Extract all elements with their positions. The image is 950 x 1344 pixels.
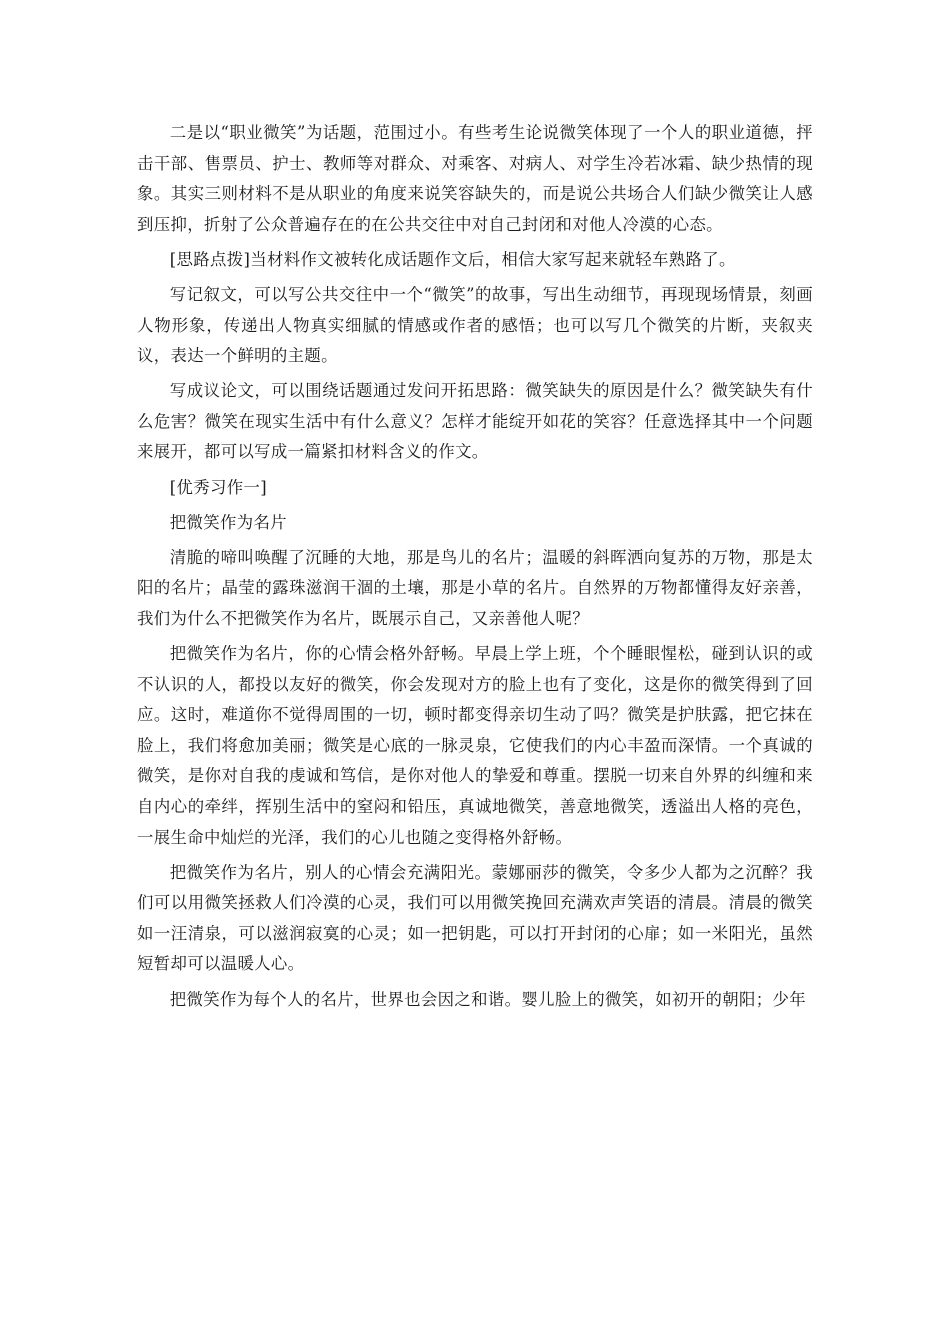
essay-paragraph: 把微笑作为名片，别人的心情会充满阳光。蒙娜丽莎的微笑，令多少人都为之沉醉？我们可以用微笑拯救人们冷漠的心灵，我们可以用微笑挽回充满欢声笑语的清晨。清晨的微笑如一汪清泉，可以滋润寂寞的心灵；如一把钥匙，可以打开封闭的心扉；如一米阳光，虽然短暂却可以温暖人心。 (137, 862, 813, 974)
section-heading: [优秀习作一] (169, 477, 267, 497)
document-page (137, 118, 813, 1015)
paragraph-narrative-advice: 写记叙文，可以写公共交往中一个“微笑”的故事，写出生动细节，再现现场情景，刻画人物形象，传递出人物真实细腻的情感或作者的感悟；也可以写几个微笑的片断，夹叙夹议，表达一个鲜明的主题。 (137, 284, 813, 366)
paragraph-critique: 二是以“职业微笑”为话题，范围过小。有些考生论说微笑体现了一个人的职业道德，抨击干部、售票员、护士、教师等对群众、对乘客、对病人、对学生冷若冰霜、缺少热情的现象。其实三则材料不是从职业的角度来说笑容缺失的，而是说公共场合人们缺少微笑让人感到压抑，折射了公众普遍存在的在公共交往中对自己封闭和对他人冷漠的心态。 (137, 123, 813, 234)
essay-paragraph: 把微笑作为每个人的名片，世界也会因之和谐。婴儿脸上的微笑，如初开的朝阳；少年 (169, 989, 806, 1009)
essay-paragraph: 清脆的啼叫唤醒了沉睡的大地，那是鸟儿的名片；温暖的斜晖洒向复苏的万物，那是太阳的名片；晶莹的露珠滋润干涸的土壤，那是小草的名片。自然界的万物都懂得友好亲善，我们为什么不把微笑作为名片，既展示自己，又亲善他人呢？ (137, 547, 813, 628)
essay-title: 把微笑作为名片 (169, 512, 287, 532)
essay-paragraph: 把微笑作为名片，你的心情会格外舒畅。早晨上学上班，个个睡眼惺松，碰到认识的或不认识的人，都投以友好的微笑，你会发现对方的脸上也有了变化，这是你的微笑得到了回应。这时，难道你不觉得周围的一切，顿时都变得亲切生动了吗？微笑是护肤露，把它抹在脸上，我们将愈加美丽；微笑是心底的一脉灵泉，它使我们的内心丰盈而深情。一个真诚的微笑，是你对自我的虔诚和笃信，是你对他人的挚爱和尊重。摆脱一切来自外界的纠缠和来自内心的牵绊，挥别生活中的窒闷和铅压，真诚地微笑，善意地微笑，透溢出人格的亮色，一展生命中灿烂的光泽，我们的心儿也随之变得格外舒畅。 (137, 644, 813, 847)
paragraph-argument-advice: 写成议论文，可以围绕话题通过发问开拓思路：微笑缺失的原因是什么？微笑缺失有什么危害？微笑在现实生活中有什么意义？怎样才能绽开如花的笑容？任意选择其中一个问题来展开，都可以写成一篇紧扣材料含义的作文。 (137, 381, 813, 462)
paragraph-hint: [思路点拨]当材料作文被转化成话题作文后，相信大家写起来就轻车熟路了。 (169, 249, 736, 269)
